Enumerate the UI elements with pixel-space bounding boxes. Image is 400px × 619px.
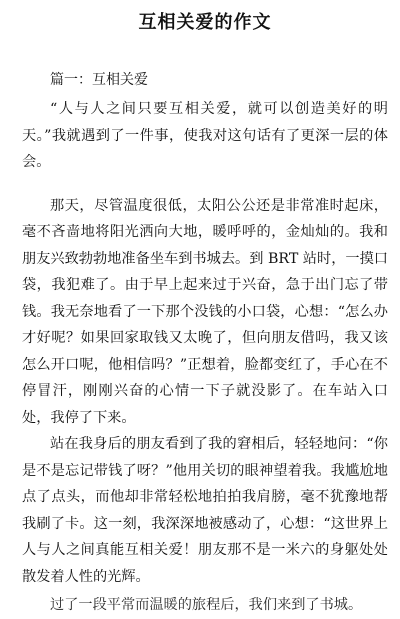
paragraph-2: 那天，尽管温度很低，太阳公公还是非常准时起床，毫不吝啬地将阳光洒向大地，暖呼呼的，金灿灿的。我和朋友兴致勃勃地准备坐车到书城去。到 BRT 站时，一摸口袋，我犯难了。由于早上起来过于兴奋，急于出门忘了带钱。我无奈地看了一下那个没钱的小口袋，心想：“怎么办才好呢？如果回家取钱又太晚了，但向朋友借吗，我又该怎么开口呢，他相信吗？”正想着，脸都变红了，手心在不停冒汗，刚刚兴奋的心情一下子就没影了。在车站入口处，我停了下来。 bbox=[22, 197, 388, 426]
paragraph-4-partial: 过了一段平常而温暖的旅程后，我们来到了书城。 bbox=[50, 597, 363, 613]
paragraph-1: “人与人之间只要互相关爱，就可以创造美好的明天。”我就遇到了一件事，使我对这句话有了更深一层的体会。 bbox=[22, 101, 388, 170]
section-heading: 篇一：互相关爱 bbox=[50, 72, 148, 88]
document-title: 互相关爱的作文 bbox=[138, 12, 272, 33]
paragraph-3: 站在我身后的朋友看到了我的窘相后，轻轻地问：“你是不是忘记带钱了呀？”他用关切的眼神望着我。我尴尬地点了点头，而他却非常轻松地拍拍我肩膀，毫不犹豫地帮我刷了卡。这一刻，我深深地被感动了，心想：“这世界上人与人之间真能互相关爱！朋友那不是一米六的身躯处处散发着人性的光辉。 bbox=[22, 436, 388, 585]
